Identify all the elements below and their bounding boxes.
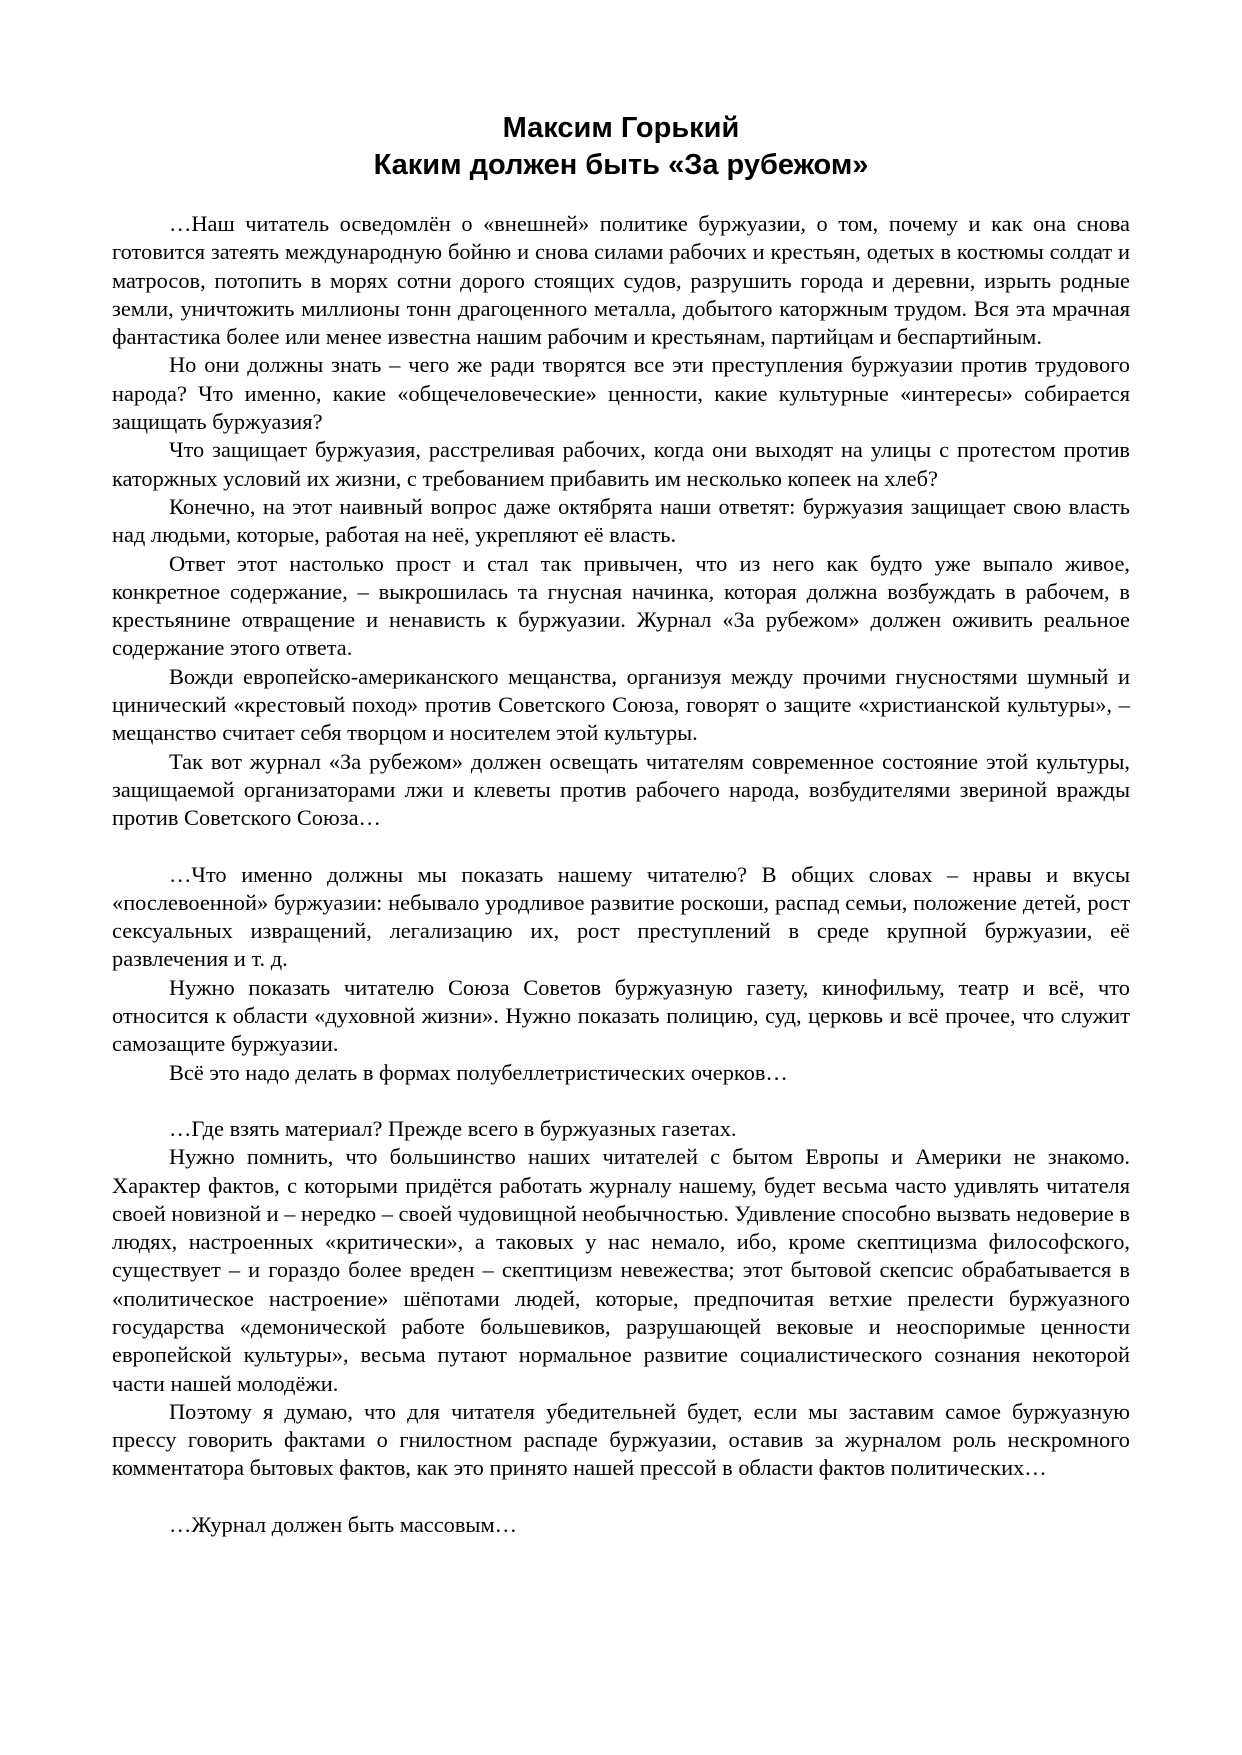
section-3 [112, 1115, 1130, 1483]
section-2 [112, 861, 1130, 1087]
paragraph: Ответ этот настолько прост и стал так привычен, что из него как будто уже выпало живое, конкретное содержание, – выкрошилась та гнусная начинка, которая должна возбуждать в рабочем, в крестьянине отвращение и ненависть к буржуазии. Журнал «За рубежом» должен оживить реальное содержание этого ответа. [112, 550, 1130, 661]
author-name: Максим Горький [502, 112, 740, 144]
paragraph: …Где взять материал? Прежде всего в буржуазных газетах. [169, 1115, 737, 1141]
paragraph: Что защищает буржуазия, расстреливая рабочих, когда они выходят на улицы с протестом против каторжных условий их жизни, с требованием прибавить им несколько копеек на хлеб? [112, 437, 1130, 491]
paragraph: Нужно помнить, что большинство наших читателей с бытом Европы и Америки не знакомо. Характер фактов, с которыми придётся работать журналу нашему, будет весьма часто удивлять читателя своей новизной и – нередко – своей чудовищной необычностью. Удивление способно вызвать недоверие в людях, настроенных «критически», а таковых у нас немало, ибо, кроме скептицизма философского, существует – и гораздо более вреден – скептицизм невежества; этот бытовой скепсис обрабатывается в «политическое настроение» шёпотами людей, которые, предпочитая ветхие прелести буржуазного государства «демонической работе большевиков, разрушающей вековые и неоспоримые ценности европейской культуры», весьма путают нормальное развитие социалистического сознания некоторой части нашей молодёжи. [112, 1144, 1130, 1396]
document-page [112, 110, 1130, 1539]
section-spacer [112, 1087, 1130, 1115]
paragraph: Так вот журнал «За рубежом» должен освещать читателям современное состояние этой культуры, защищаемой организаторами лжи и клеветы против рабочего народа, возбудителями звериной вражды против Советского Союза… [112, 748, 1130, 831]
paragraph: …Наш читатель осведомлён о «внешней» политике буржуазии, о том, почему и как она снова готовится затеять международную бойню и снова силами рабочих и крестьян, одетых в костюмы солдат и матросов, потопить в морях сотни дорого стоящих судов, разрушить города и деревни, изрыть родные земли, уничтожить миллионы тонн драгоценного металла, добытого каторжным трудом. Вся эта мрачная фантастика более или менее известна нашим рабочим и крестьянам, партийцам и беспартийным. [112, 211, 1130, 350]
section-1 [112, 210, 1130, 833]
section-spacer [112, 1483, 1130, 1511]
paragraph: Вожди европейско-американского мещанства, организуя между прочими гнусностями шумный и цинический «крестовый поход» против Советского Союза, говорят о защите «христианской культуры», – мещанство считает себя творцом и носителем этой культуры. [112, 663, 1130, 746]
section-spacer [112, 833, 1130, 861]
paragraph: Всё это надо делать в формах полубеллетристических очерков… [169, 1059, 788, 1085]
paragraph: …Журнал должен быть массовым… [169, 1511, 518, 1537]
paragraph: Конечно, на этот наивный вопрос даже октябрята наши ответят: буржуазия защищает свою власть над людьми, которые, работая на неё, укрепляют её власть. [112, 493, 1130, 548]
document-title: Каким должен быть «За рубежом» [373, 149, 869, 181]
document-body [112, 210, 1130, 1539]
document-header [112, 110, 1130, 184]
paragraph: Но они должны знать – чего же ради творятся все эти преступления буржуазии против трудового народа? Что именно, какие «общечеловеческие» ценности, какие культурные «интересы» собирается защищать буржуазия? [112, 352, 1130, 435]
paragraph: …Что именно должны мы показать нашему читателю? В общих словах – нравы и вкусы «послевоенной» буржуазии: небывало уродливое развитие роскоши, распад семьи, положение детей, рост сексуальных извращений, легализацию их, рост преступлений в среде крупной буржуазии, её развлечения и т. д. [112, 861, 1130, 972]
paragraph: Нужно показать читателю Союза Советов буржуазную газету, кинофильму, театр и всё, что относится к области «духовной жизни». Нужно показать полицию, суд, церковь и всё прочее, что служит самозащите буржуазии. [112, 974, 1130, 1057]
paragraph: Поэтому я думаю, что для читателя убедительней будет, если мы заставим самое буржуазную прессу говорить фактами о гнилостном распаде буржуазии, оставив за журналом роль нескромного комментатора бытовых фактов, как это принято нашей прессой в области фактов политических… [112, 1398, 1130, 1481]
section-4 [112, 1511, 1130, 1539]
